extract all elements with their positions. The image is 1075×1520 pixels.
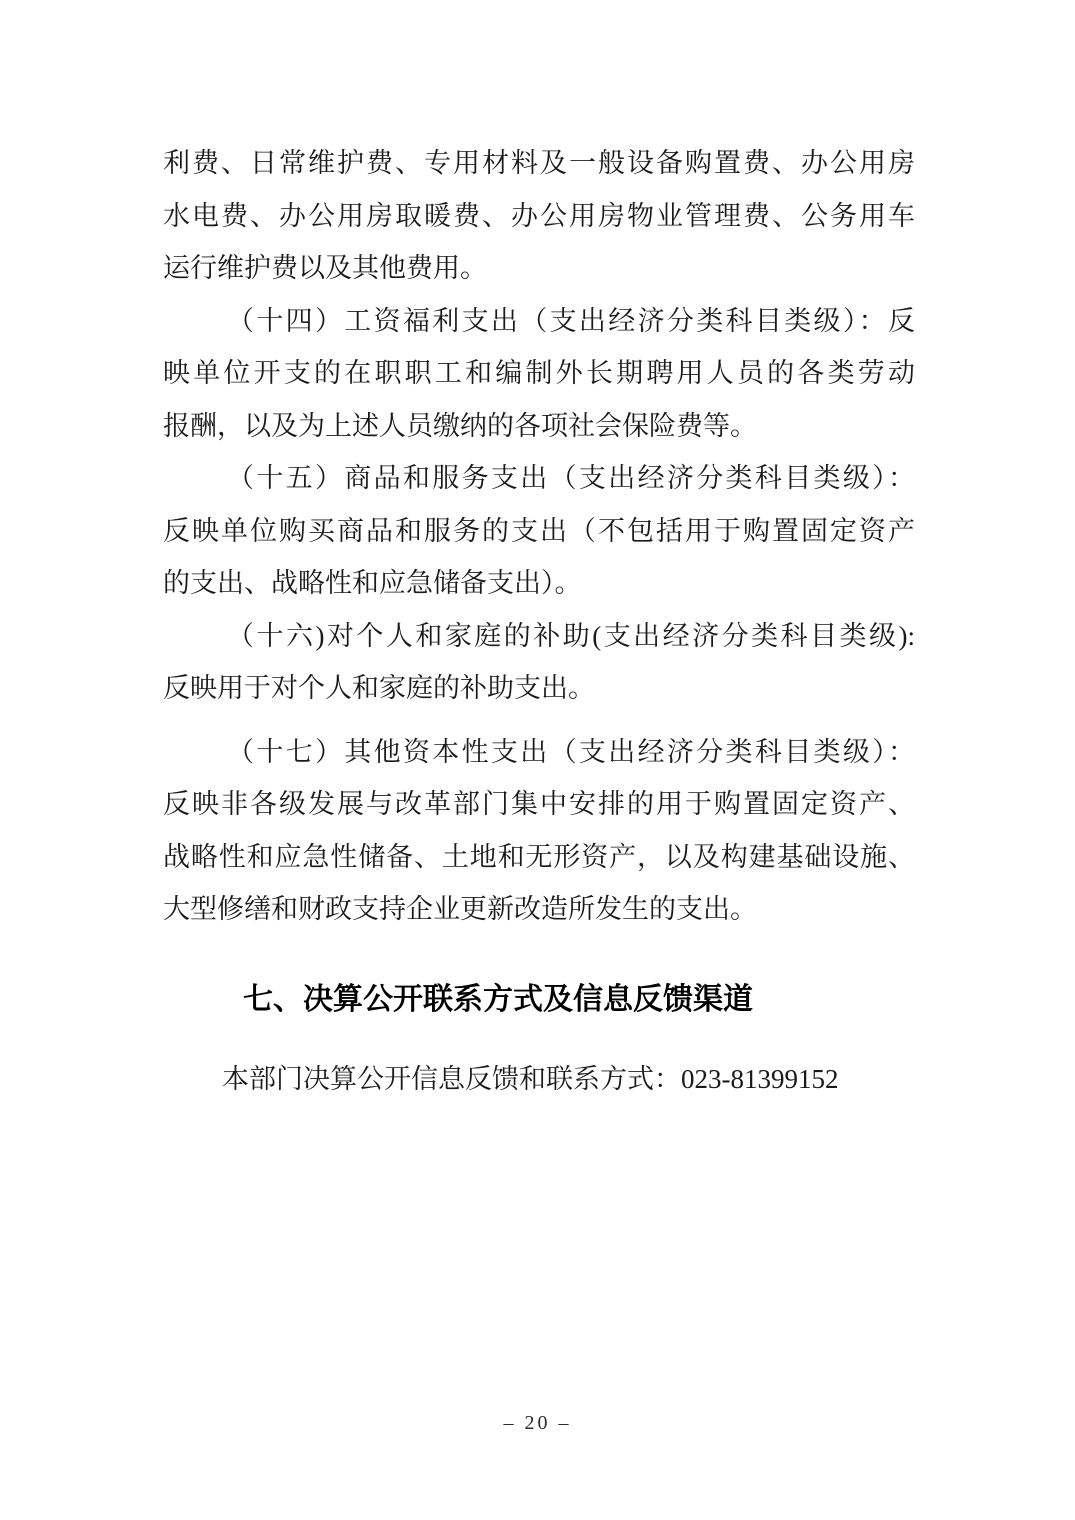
contact-info-line: 本部门决算公开信息反馈和联系方式：023-81399152 [222,1063,839,1094]
paragraph-salary-welfare-expense [163,295,915,453]
text-line: 反映用于对个人和家庭的补助支出。 [163,673,595,703]
paragraph-individual-family-subsidy [163,610,915,715]
text-line: （十七）其他资本性支出（支出经济分类科目类级）： [227,736,915,767]
paragraph-goods-services-expense [163,452,915,610]
paragraph-other-fees-continuation [163,137,915,295]
section-heading-contact-channels: 七、决算公开联系方式及信息反馈渠道 [243,982,753,1016]
text-line: 映单位开支的在职职工和编制外长期聘用人员的各类劳动 [163,358,915,388]
text-line: 反映非各级发展与改革部门集中安排的用于购置固定资产、 [163,789,915,819]
text-line: （十四）工资福利支出（支出经济分类科目类级）：反 [227,305,915,336]
text-line: （十五）商品和服务支出（支出经济分类科目类级）： [227,463,915,493]
text-line: 运行维护费以及其他费用。 [163,253,487,283]
text-line: 战略性和应急性储备、土地和无形资产，以及构建基础设施、 [163,841,915,872]
text-line: 报酬，以及为上述人员缴纳的各项社会保险费等。 [163,410,757,441]
text-line: 利费、日常维护费、专用材料及一般设备购置费、办公用房 [163,148,915,178]
text-line: 水电费、办公用房取暖费、办公用房物业管理费、公务用车 [163,200,915,231]
text-line: 反映单位购买商品和服务的支出（不包括用于购置固定资产 [163,515,915,546]
text-line: 的支出、战略性和应急储备支出）。 [163,568,582,598]
page-number: – 20 – [503,1412,572,1434]
paragraph-other-capital-expense [163,726,915,936]
text-line: （十六)对个人和家庭的补助(支出经济分类科目类级): [227,620,915,651]
document-body [163,137,915,1105]
text-line: 大型修缮和财政支持企业更新改造所发生的支出。 [163,894,757,924]
